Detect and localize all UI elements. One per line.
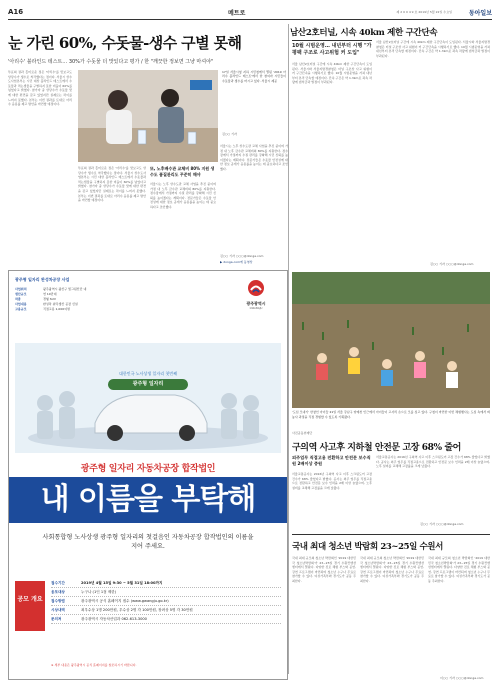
lead-body-2: 투표의 결과 흥미로운 점은 '아리수'를 맛보고도 상당수가 생수로 착각했다는 점이다. 서울시 상수도사업본부는 시민 대상 블라인드 테스트에서 수돗물과 먹는샘물을 구별하지 못한 비율이 60%를 넘었다고 밝혔다. 참가자 중 상당수가 수돗물 맛에 대한 편견을 갖고 있었지만 실제로는 차이를 느끼지 못했다. 본부는 이번 결과를 토대로 아리수 음용률 제고 방안을 마련할 예정이다. — [78, 166, 146, 203]
lead-body: 투표의 결과 흥미로운 점은 '아리수'를 맛보고도 상당수가 생수로 착각했다는 점이다. 서울시 상수도사업본부는 시민 대상 블라인드 테스트에서 수돗물과 먹는샘물을 구별하지 못한 비율이 60%를 넘었다고 밝혔다. 참가자 중 상당수가 수돗물 맛에 대한 편견을 갖고 있었지만 실제로는 차이를 느끼지 못했다. 본부는 이번 결과를 토대로 아리수 음용률 제고 방안을 마련할 예정이다. — [8, 70, 72, 107]
ad-info-key: 생산규모 — [15, 292, 27, 296]
section-name: 메트로 — [228, 10, 246, 17]
story2-subhead: 외주업무 직접고용 전환하고 안전문 보수직원 2배이상 증원 — [292, 455, 371, 466]
ad-detail-key: 응모대상 — [51, 590, 65, 594]
right-body-1: 서울 남산2호터널 구간에 시속 40km 제한 구간단속이 도입된다. 서울시와 서울지방경찰청은 터널 구조상 사고 위험이 커 구간단속을 시행하기로 했다. 10월 시범운영을 거쳐 내년부터 본격 단속할 예정이다. 단속 구간은 약 1.3km로 과속 차량에 범칙금과 벌점이 부과된다. — [292, 62, 372, 85]
ad-big-title-bar — [9, 477, 287, 523]
ad-emblem — [231, 279, 281, 310]
issue-date: 제 2 0 0 4 9 호 2019년 5월 22일 수요일 — [396, 10, 452, 14]
lead-body-3: 서울시는 노후 상수도관 교체 사업을 추진 중이며 가정 내 노후 급수관 교체비의 80%를 지원한다. 정수장에서 가정까지 수질 관리를 강화해 시민 신뢰를 높이겠다는 계획이다. 전문가들은 수돗물 안전성에 대한 정보 공개가 음용률을 높이는 데 중요하다고 조언했다. — [220, 144, 288, 171]
lead-related-link[interactable]: ▶ donga.com에 동영상 — [220, 260, 253, 264]
story2-body-2: 서울교통공사는 2016년 구의역 사고 이후 스크린도어 고장 건수가 68% 줄었다고 밝혔다. 공사는 외주 업무를 직접고용으로 전환하고 안전문 보수 인력을 2배 이상 늘렸으며, 노후 설비를 교체해 고장률을 크게 낮췄다. — [376, 455, 490, 469]
ad-title-line: 광주형 일자리 자동차공장 합작법인 — [80, 464, 216, 474]
story3-body-2: 국내 최대 규모의 청소년 박람회인 '2019 대한민국 청소년박람회'가 23~25일 경기 수원컨벤션센터에서 열린다. 다양한 진로 체험 부스와 공연, 강연 프로그램이 마련되며 청소년 누구나 무료로 참가할 수 있다. 여성가족부와 경기도가 공동 주최한다. — [360, 556, 424, 583]
ad-emblem-name: 광주광역시 — [246, 301, 266, 306]
masthead — [8, 6, 492, 20]
ad-info-row — [15, 307, 215, 312]
right-body-2: 서울 남산2호터널 구간에 시속 40km 제한 구간단속이 도입된다. 서울시와 서울지방경찰청은 터널 구조상 사고 위험이 커 구간단속을 시행하기로 했다. 10월 시범운영을 거쳐 내년부터 본격 단속할 예정이다. 단속 구간은 약 1.3km로 과속 차량에 범칙금과 벌점이 부과된다. — [376, 40, 490, 58]
ad-detail-row — [51, 606, 281, 615]
ad-info-value: 직접고용 1,000여명 — [43, 307, 70, 311]
ad-detail-key: 접수방법 — [51, 599, 65, 603]
lead-subhead: '아리수' 블라인드 테스트… 30%가 수돗물 더 맛있다고 평가 / 한 "깨끗한 정보면 그냥 마셔야" — [8, 59, 214, 65]
advertisement — [8, 270, 288, 680]
story3-body-3: 국내 최대 규모의 청소년 박람회인 '2019 대한민국 청소년박람회'가 23~25일 경기 수원컨벤션센터에서 열린다. 다양한 진로 체험 부스와 공연, 강연 프로그램이 마련되며 청소년 누구나 무료로 참가할 수 있다. 여성가족부와 경기도가 공동 주최한다. — [428, 556, 490, 583]
right-headline: 남산2호터널, 시속 40km 제한 구간단속 — [290, 28, 438, 38]
rice-planting-photo — [292, 272, 490, 408]
story3-byline: 이○○ 기자 ○○○@donga.com — [440, 676, 484, 680]
lead-byline: 김○○ 기자 ○○○@donga.com — [220, 254, 264, 258]
ad-details — [51, 579, 281, 624]
right-box-title: 10월 시범운영… 내년부터 시행 "가평팩 구조로 사고위험 커 도입" — [292, 40, 372, 56]
ad-info-value: 광주광역시 광산구 빛그린산단 내 — [43, 287, 87, 291]
newspaper-logo: 동아일보 — [468, 10, 492, 17]
rice-photo-credit: 사진공동취재단 — [292, 431, 313, 435]
ad-detail-value: 2019년 4월 15일 9:30 ~ 5월 31일 18:00까지 — [81, 581, 163, 585]
ad-info-key: 사업내용 — [15, 302, 27, 306]
ad-emblem-sub: GWANGJU — [249, 307, 263, 310]
ad-big-title: 내 이름을 부탁해 — [40, 482, 256, 517]
lead-headline: 눈 가린 60%, 수돗물-생수 구별 못해 — [8, 34, 242, 52]
ad-detail-value: 광주광역시 자동차산업과 062-613-3000 — [81, 617, 147, 621]
lead-photo-caption: 17일 서울시청 지하 시민청에서 열린 '2019 아리수 블라인드 테스트'에서 한 참여자 시민들이 수돗물과 생수를 마시고 있다. 서울시 제공 — [222, 70, 286, 83]
story3-body-1: 국내 최대 규모의 청소년 박람회인 '2019 대한민국 청소년박람회'가 23~25일 경기 수원컨벤션센터에서 열린다. 다양한 진로 체험 부스와 공연, 강연 프로그램이 마련되며 청소년 누구나 무료로 참가할 수 있다. 여성가족부와 경기도가 공동 주최한다. — [292, 556, 356, 583]
ad-info-value: 연 10만대 — [43, 292, 57, 296]
story3-headline: 국내 최대 청소년 박람회 23~25일 수원서 — [292, 542, 443, 552]
ad-detail-key: 문의처 — [51, 617, 62, 621]
ad-detail-key: 시상내역 — [51, 608, 65, 612]
ad-banner-main: 광주형 일자리 — [108, 379, 188, 390]
ad-info-value: 완성차 위탁생산 공장 신설 — [43, 302, 78, 306]
story2-headline: 구의역 사고후 지하철 안전문 고장 68% 줄어 — [292, 443, 461, 453]
story2-byline: 김○○ 기자 ○○○@donga.com — [420, 522, 464, 526]
ad-info-value: 경형 SUV — [43, 297, 56, 301]
ad-detail-key: 접수기간 — [51, 581, 65, 585]
ad-detail-row — [51, 588, 281, 597]
lead-photo-credit: 김○○ 기자 — [222, 132, 237, 136]
ad-info-key: 고용규모 — [15, 307, 27, 311]
ad-detail-row — [51, 579, 281, 588]
ad-detail-value: 누구나 (1인 1점 제한) — [81, 590, 117, 594]
ad-detail-row — [51, 597, 281, 606]
ad-detail-row — [51, 615, 281, 624]
ad-description: 사회통합형 노사상생 광주형 일자리의 첫걸음인 자동차공장 합작법인의 이름을 지어 주세요. — [42, 534, 254, 550]
ad-banner-top: 대한민국 노사상생 일자리 첫번째 — [119, 371, 177, 376]
ad-info-rows — [15, 287, 215, 312]
ad-badge: 공모 개요 — [15, 581, 45, 631]
ad-info-title: 광주형 일자리 완성차공장 사업 — [15, 277, 70, 282]
ad-banner-image — [15, 343, 281, 453]
ad-info-key: 사업위치 — [15, 287, 27, 291]
city-emblem-icon — [247, 279, 265, 297]
ad-detail-value: 광주광역시 공식 홈페이지 접수 (www.gwangju.go.kr) — [81, 599, 169, 603]
right-byline: 김○○ 기자 ○○○@donga.com — [430, 262, 474, 266]
ad-detail-value: 최우수상 1명 200만원, 우수상 2명 각 100만원, 장려상 5명 각 30만원 — [81, 608, 193, 612]
rice-photo-caption: '도심 모내기' 한창인 아이들 21일 서울 강남구 양재천 인근에서 아이들이 고사리 손으로 모를 심고 있다. 구청이 마련한 이번 체험행사는 도심 속에서 벼농사 과정을 직접 경험할 수 있도록 기획됐다. — [292, 410, 490, 419]
lead-sub-title: 또, 노후배수관 교체비 80% 지원 생수도 품질관리도 꾸준히 해야 — [150, 166, 215, 177]
story2-body-1: 서울교통공사는 2016년 구의역 사고 이후 스크린도어 고장 건수가 68% 줄었다고 밝혔다. 공사는 외주 업무를 직접고용으로 전환하고 안전문 보수 인력을 2배 이상 늘렸으며, 노후 설비를 교체해 고장률을 크게 낮췄다. — [292, 472, 372, 490]
lead-photo — [78, 70, 218, 162]
ad-footnote: ※ 세부 내용은 광주광역시 공식 홈페이지를 참조하시기 바랍니다. — [51, 663, 137, 667]
page-number: A16 — [8, 8, 24, 16]
lead-sub-body: 서울시는 노후 상수도관 교체 사업을 추진 중이며 가정 내 노후 급수관 교체비의 80%를 지원한다. 정수장에서 가정까지 수질 관리를 강화해 시민 신뢰를 높이겠다는 계획이다. 전문가들은 수돗물 안전성에 대한 정보 공개가 음용률을 높이는 데 중요하다고 조언했다. — [150, 182, 216, 209]
divider-story3 — [292, 534, 490, 535]
ad-info-box — [15, 277, 215, 312]
column-divider — [288, 24, 289, 674]
ad-info-key: 차종 — [15, 297, 21, 301]
